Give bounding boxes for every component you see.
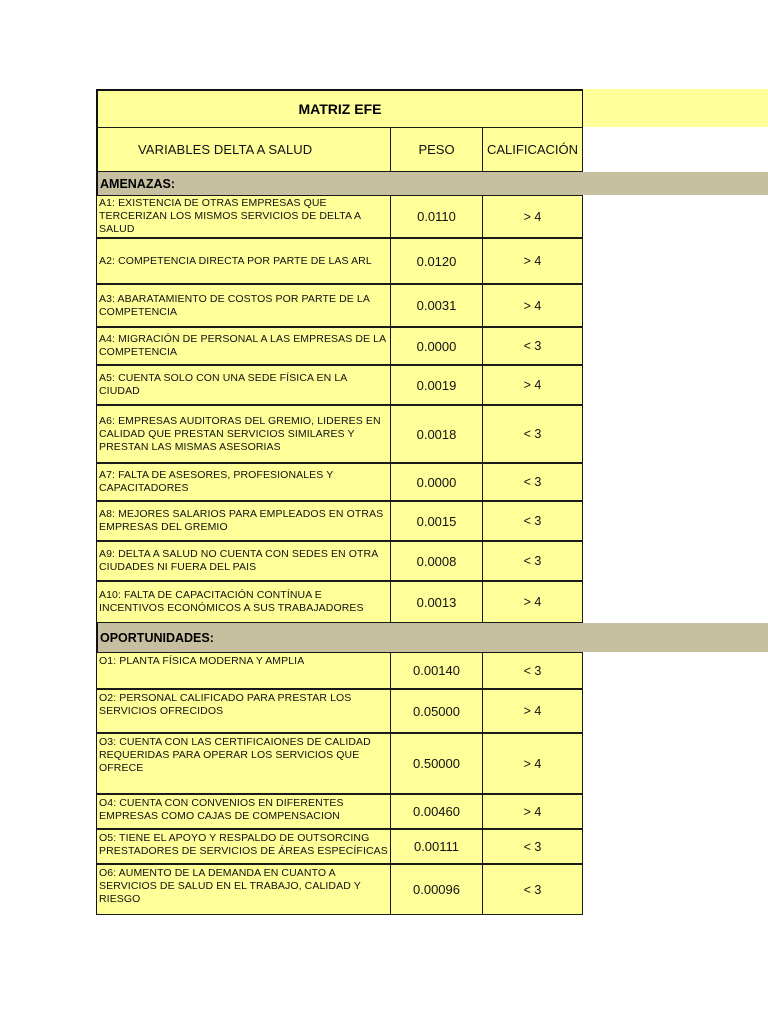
section-label-oportunidades: OPORTUNIDADES:: [96, 623, 768, 652]
header-variables: VARIABLES DELTA A SALUD: [96, 127, 391, 172]
peso-cell: 0.0000: [390, 463, 483, 501]
calificacion-cell: < 3: [482, 541, 583, 581]
variable-cell: A5: CUENTA SOLO CON UNA SEDE FÍSICA EN LA CIUDAD: [96, 365, 391, 405]
peso-cell: 0.50000: [390, 733, 483, 794]
header-peso: PESO: [390, 127, 483, 172]
table-row: [96, 733, 768, 794]
peso-cell: 0.0000: [390, 327, 483, 365]
peso-cell: 0.0018: [390, 405, 483, 463]
peso-cell: 0.05000: [390, 689, 483, 733]
table-row: [96, 541, 768, 581]
variable-cell: A10: FALTA DE CAPACITACIÓN CONTÍNUA E INCENTIVOS ECONÓMICOS A SUS TRABAJADORES: [96, 581, 391, 623]
peso-cell: 0.0120: [390, 238, 483, 284]
table-row: [96, 794, 768, 829]
variable-cell: O3: CUENTA CON LAS CERTIFICAIONES DE CALIDAD REQUERIDAS PARA OPERAR LOS SERVICIOS QUE OFRECE: [96, 733, 391, 794]
table-row: [96, 195, 768, 238]
table-row: [96, 365, 768, 405]
peso-cell: 0.0019: [390, 365, 483, 405]
variable-cell: O5: TIENE EL APOYO Y RESPALDO DE OUTSORCING PRESTADORES DE SERVICIOS DE ÁREAS ESPECÍFICAS: [96, 829, 391, 864]
variable-cell: A2: COMPETENCIA DIRECTA POR PARTE DE LAS ARL: [96, 238, 391, 284]
amenazas-rows: [96, 195, 768, 623]
peso-cell: 0.00460: [390, 794, 483, 829]
calificacion-cell: > 4: [482, 284, 583, 327]
table-row: [96, 581, 768, 623]
variable-cell: A4: MIGRACIÓN DE PERSONAL A LAS EMPRESAS DE LA COMPETENCIA: [96, 327, 391, 365]
header-calificacion: CALIFICACIÓN: [482, 127, 583, 172]
variable-cell: O2: PERSONAL CALIFICADO PARA PRESTAR LOS SERVICIOS OFRECIDOS: [96, 689, 391, 733]
calificacion-cell: < 3: [482, 327, 583, 365]
calificacion-cell: > 4: [482, 195, 583, 238]
variable-cell: O6: AUMENTO DE LA DEMANDA EN CUANTO A SERVICIOS DE SALUD EN EL TRABAJO, CALIDAD Y RIESGO: [96, 864, 391, 915]
section-oportunidades: [96, 623, 768, 652]
calificacion-cell: < 3: [482, 405, 583, 463]
section-label-amenazas: AMENAZAS:: [96, 172, 768, 195]
variable-cell: O1: PLANTA FÍSICA MODERNA Y AMPLIA: [96, 652, 391, 689]
matrix-title: MATRIZ EFE: [96, 89, 583, 127]
variable-cell: A1: EXISTENCIA DE OTRAS EMPRESAS QUE TERCERIZAN LOS MISMOS SERVICIOS DE DELTA A SALUD: [96, 195, 391, 238]
variable-cell: A3: ABARATAMIENTO DE COSTOS POR PARTE DE LA COMPETENCIA: [96, 284, 391, 327]
calificacion-cell: > 4: [482, 733, 583, 794]
peso-cell: 0.00140: [390, 652, 483, 689]
section-amenazas: [96, 172, 768, 195]
calificacion-cell: > 4: [482, 689, 583, 733]
variable-cell: A9: DELTA A SALUD NO CUENTA CON SEDES EN OTRA CIUDADES NI FUERA DEL PAIS: [96, 541, 391, 581]
calificacion-cell: < 3: [482, 463, 583, 501]
table-row: [96, 501, 768, 541]
calificacion-cell: < 3: [482, 864, 583, 915]
efe-matrix-table: [96, 89, 768, 915]
table-row: [96, 284, 768, 327]
table-row: [96, 463, 768, 501]
calificacion-cell: > 4: [482, 794, 583, 829]
table-row: [96, 238, 768, 284]
peso-cell: 0.0008: [390, 541, 483, 581]
calificacion-cell: > 4: [482, 365, 583, 405]
calificacion-cell: < 3: [482, 501, 583, 541]
peso-cell: 0.0015: [390, 501, 483, 541]
peso-cell: 0.0031: [390, 284, 483, 327]
table-row: [96, 405, 768, 463]
peso-cell: 0.00096: [390, 864, 483, 915]
table-row: [96, 689, 768, 733]
peso-cell: 0.00111: [390, 829, 483, 864]
table-row: [96, 652, 768, 689]
peso-cell: 0.0110: [390, 195, 483, 238]
variable-cell: A6: EMPRESAS AUDITORAS DEL GREMIO, LIDERES EN CALIDAD QUE PRESTAN SERVICIOS SIMILARES Y PRESTAN LAS MISMAS ASESORIAS: [96, 405, 391, 463]
calificacion-cell: < 3: [482, 829, 583, 864]
peso-cell: 0.0013: [390, 581, 483, 623]
calificacion-cell: > 4: [482, 238, 583, 284]
variable-cell: O4: CUENTA CON CONVENIOS EN DIFERENTES EMPRESAS COMO CAJAS DE COMPENSACION: [96, 794, 391, 829]
table-row: [96, 829, 768, 864]
variable-cell: A7: FALTA DE ASESORES, PROFESIONALES Y CAPACITADORES: [96, 463, 391, 501]
table-row: [96, 864, 768, 915]
table-row: [96, 327, 768, 365]
header-row: [96, 127, 768, 172]
oportunidades-rows: [96, 652, 768, 915]
calificacion-cell: < 3: [482, 652, 583, 689]
title-row: [96, 89, 768, 127]
calificacion-cell: > 4: [482, 581, 583, 623]
variable-cell: A8: MEJORES SALARIOS PARA EMPLEADOS EN OTRAS EMPRESAS DEL GREMIO: [96, 501, 391, 541]
